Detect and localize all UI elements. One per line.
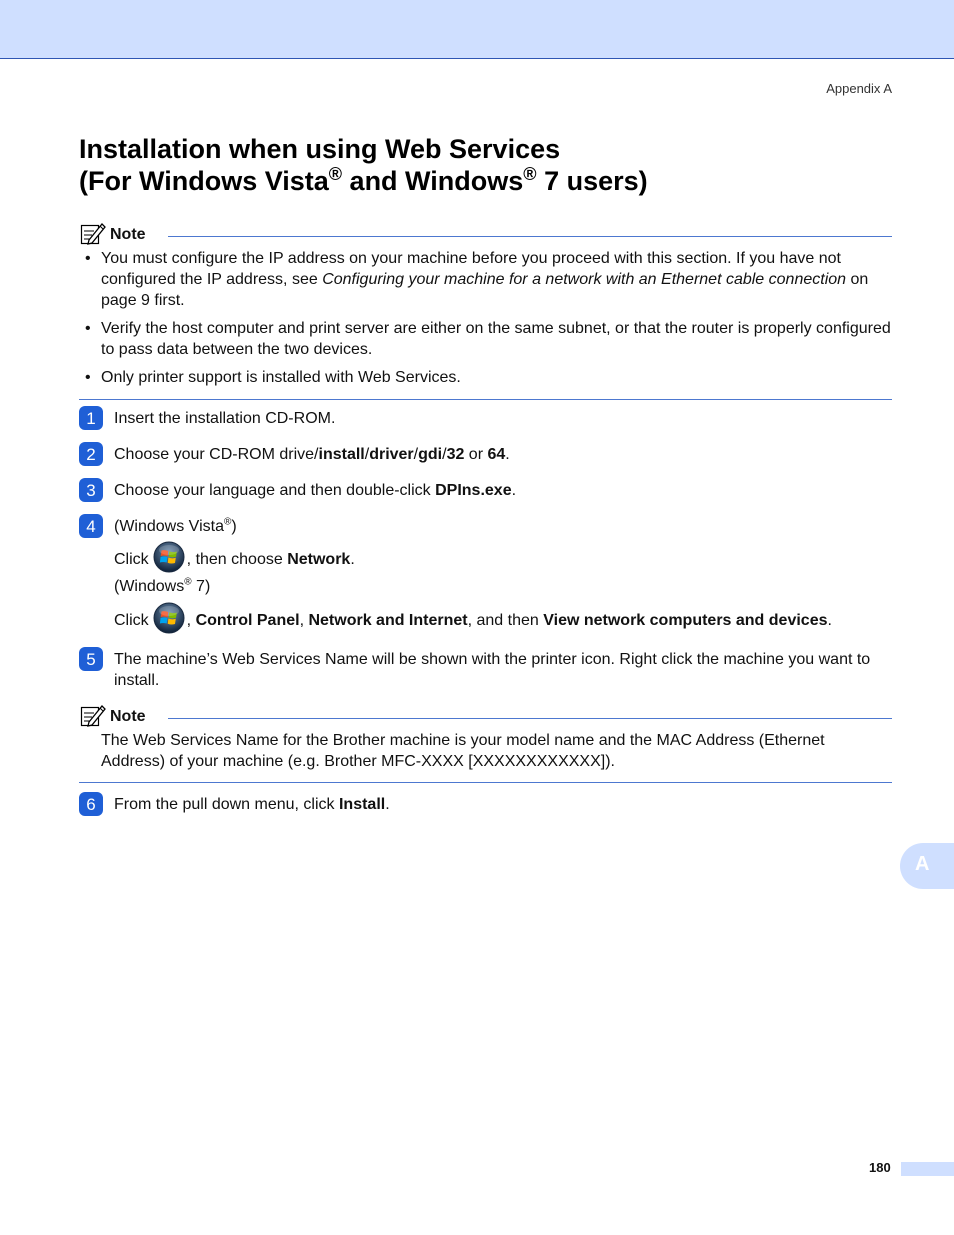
text-run: / bbox=[364, 446, 370, 463]
menu-install: Install bbox=[338, 796, 386, 813]
appendix-side-tab bbox=[900, 843, 954, 889]
text-run: , then choose bbox=[186, 551, 288, 569]
note-bullet bbox=[79, 318, 892, 360]
note-bullet bbox=[79, 367, 892, 388]
step-text: Insert the installation CD-ROM. bbox=[114, 410, 336, 427]
text-run: (Windows bbox=[114, 578, 185, 595]
svg-text:1: 1 bbox=[86, 409, 96, 428]
note-pencil-icon bbox=[80, 703, 106, 727]
step-number-badge bbox=[79, 406, 103, 430]
menu-network-and-internet: Network and Internet bbox=[308, 612, 468, 630]
text-run: Choose your language and then double-click bbox=[114, 482, 436, 499]
note-bullet-list bbox=[79, 248, 892, 388]
text-run: or bbox=[464, 446, 488, 463]
menu-network: Network bbox=[287, 551, 351, 569]
text-run: . bbox=[505, 446, 510, 463]
path-install: install bbox=[318, 446, 365, 463]
filename-dpins: DPIns.exe bbox=[435, 482, 512, 499]
note-rule bbox=[168, 718, 892, 719]
step-text bbox=[114, 480, 892, 501]
note-header bbox=[79, 221, 892, 245]
note-text: The Web Services Name for the Brother machine is your model name and the MAC Address (Ethernet Address) of your machine (e.g. Brother MFC-XXXX [XXXXXXXXXXXX]). bbox=[101, 732, 825, 770]
text-run: From the pull down menu, click bbox=[114, 796, 339, 813]
step-number-badge bbox=[79, 478, 103, 502]
svg-text:4: 4 bbox=[86, 517, 96, 536]
step-number-badge bbox=[79, 792, 103, 816]
bullet-text: on page 9 first. bbox=[101, 271, 869, 309]
registered-mark: ® bbox=[523, 164, 537, 184]
note-pencil-icon bbox=[80, 221, 106, 245]
note-bullet bbox=[79, 248, 892, 311]
text-run: 7) bbox=[191, 578, 211, 595]
text-run: / bbox=[442, 446, 447, 463]
cross-reference: Configuring your machine for a network with an Ethernet cable connection bbox=[322, 271, 847, 288]
bullet-text: Verify the host computer and print server are either on the same subnet, or that the router is properly configured to pass data between the two devices. bbox=[101, 320, 891, 358]
svg-text:5: 5 bbox=[86, 650, 96, 669]
text-run: . bbox=[350, 551, 355, 569]
page-number: 180 bbox=[869, 1160, 891, 1175]
page-title bbox=[79, 133, 648, 197]
note-block-web-services-name bbox=[79, 703, 892, 783]
registered-mark: ® bbox=[184, 576, 192, 588]
text-run: Choose your CD-ROM drive/ bbox=[114, 446, 319, 463]
text-run: . bbox=[385, 796, 390, 813]
note-header bbox=[79, 703, 892, 727]
svg-text:6: 6 bbox=[86, 795, 96, 814]
text-run: / bbox=[413, 446, 419, 463]
registered-mark: ® bbox=[223, 516, 232, 528]
step-number-badge bbox=[79, 442, 103, 466]
step-4-win7-click bbox=[114, 608, 832, 634]
header-band bbox=[0, 0, 954, 59]
text-run: ) bbox=[231, 518, 237, 535]
svg-text:3: 3 bbox=[86, 481, 96, 500]
title-line1: Installation when using Web Services bbox=[79, 134, 561, 164]
path-32: 32 bbox=[446, 446, 465, 463]
note-block-prerequisites bbox=[79, 221, 892, 400]
text-run: , and then bbox=[467, 612, 544, 630]
side-tab-letter: A bbox=[915, 853, 930, 875]
note-rule bbox=[168, 236, 892, 237]
bullet-text: You must configure the IP address on your machine before you proceed with this section. If you have not configured the IP address, see bbox=[101, 250, 841, 288]
text-run: Click bbox=[114, 551, 149, 569]
svg-text:2: 2 bbox=[86, 445, 96, 464]
title-line2-c: 7 users) bbox=[536, 166, 648, 196]
text-run: Click bbox=[114, 612, 149, 630]
step-number-badge bbox=[79, 514, 103, 538]
path-driver: driver bbox=[369, 446, 414, 463]
step-text: The machine’s Web Services Name will be shown with the printer icon. Right click the machine you want to install. bbox=[114, 651, 871, 689]
step-text bbox=[114, 444, 892, 465]
text-run: (Windows Vista bbox=[114, 518, 224, 535]
windows-start-button-icon bbox=[153, 541, 185, 573]
menu-control-panel: Control Panel bbox=[195, 612, 300, 630]
note-label: Note bbox=[110, 708, 146, 725]
text-run: . bbox=[827, 612, 832, 630]
title-line2-a: (For Windows Vista bbox=[79, 166, 329, 196]
text-run: . bbox=[511, 482, 517, 499]
bullet-text: Only printer support is installed with Web Services. bbox=[101, 369, 461, 386]
path-64: 64 bbox=[487, 446, 506, 463]
step-4-vista-click bbox=[114, 547, 355, 573]
step-text-vista bbox=[114, 516, 892, 537]
path-gdi: gdi bbox=[418, 446, 443, 463]
step-number-badge bbox=[79, 647, 103, 671]
menu-view-network-computers: View network computers and devices bbox=[543, 612, 828, 630]
step-4-win7-label bbox=[114, 576, 210, 597]
note-label: Note bbox=[110, 226, 146, 243]
title-line2-b: and Windows bbox=[342, 166, 524, 196]
footer-strip bbox=[901, 1162, 954, 1176]
step-text bbox=[114, 794, 892, 815]
text-run: , bbox=[299, 612, 309, 630]
appendix-label: Appendix A bbox=[826, 81, 892, 96]
windows-start-button-icon bbox=[153, 602, 185, 634]
text-run: , bbox=[186, 612, 196, 630]
registered-mark: ® bbox=[328, 164, 343, 184]
